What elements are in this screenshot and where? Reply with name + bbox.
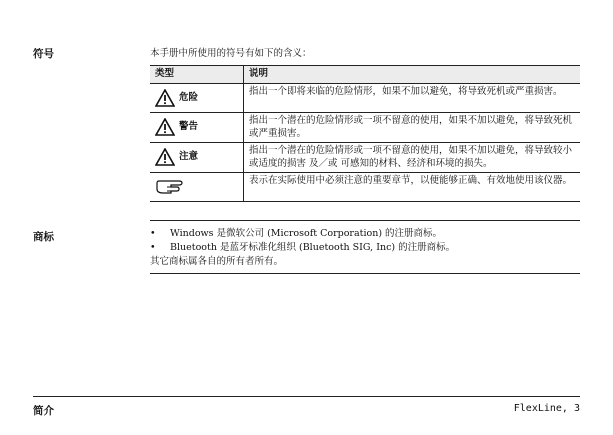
description-cell: 指出一个即将来临的危险情形，如果不加以避免，将导致死机或严重损害。	[244, 84, 581, 113]
footer-chapter: 简介	[33, 405, 54, 417]
trademark-bluetooth: Bluetooth 是蓝牙标准化组织 (Bluetooth SIG, Inc) 的注册商标。	[170, 242, 456, 253]
trademarks-note: 其它商标属各自的所有者所有。	[150, 256, 284, 267]
footer-page: FlexLine, 3	[513, 403, 580, 414]
list-item	[150, 241, 580, 255]
type-label: 警告	[179, 120, 199, 132]
list-item	[150, 227, 580, 241]
table-header-row	[150, 66, 580, 84]
table-row	[150, 173, 580, 202]
section-title-trademarks: 商标	[33, 231, 54, 243]
trademarks-block	[150, 220, 580, 274]
type-label: 注意	[179, 150, 199, 162]
symbols-table	[150, 65, 580, 202]
bullet-marker: •	[150, 242, 156, 253]
symbols-intro: 本手册中所使用的符号有如下的含义：	[150, 48, 312, 59]
header-type: 类型	[150, 66, 244, 84]
description-cell: 指出一个潜在的危险情形或一项不留意的使用，如果不加以避免，将导致死机或严重损害。	[244, 113, 581, 143]
header-description: 说明	[244, 66, 581, 84]
footer-divider	[33, 396, 580, 397]
pointing-hand-icon	[155, 179, 185, 195]
trademark-windows: Windows 是微软公司 (Microsoft Corporation) 的注册商标。	[170, 228, 443, 239]
table-row	[150, 143, 580, 173]
warning-triangle-icon	[155, 118, 175, 136]
warning-triangle-icon	[155, 89, 175, 107]
type-label: 危险	[179, 91, 199, 103]
table-row	[150, 113, 580, 143]
description-cell: 指出一个潜在的危险情形或一项不留意的使用，如果不加以避免，将导致较小或适度的损害 及／或 可感知的材料、经济和环境的损失。	[244, 143, 581, 173]
description-cell: 表示在实际使用中必须注意的重要章节，以便能够正确、有效地使用该仪器。	[244, 173, 581, 202]
section-title-symbols: 符号	[33, 48, 54, 60]
warning-triangle-icon	[155, 148, 175, 166]
table-row	[150, 84, 580, 113]
bullet-marker: •	[150, 228, 156, 239]
